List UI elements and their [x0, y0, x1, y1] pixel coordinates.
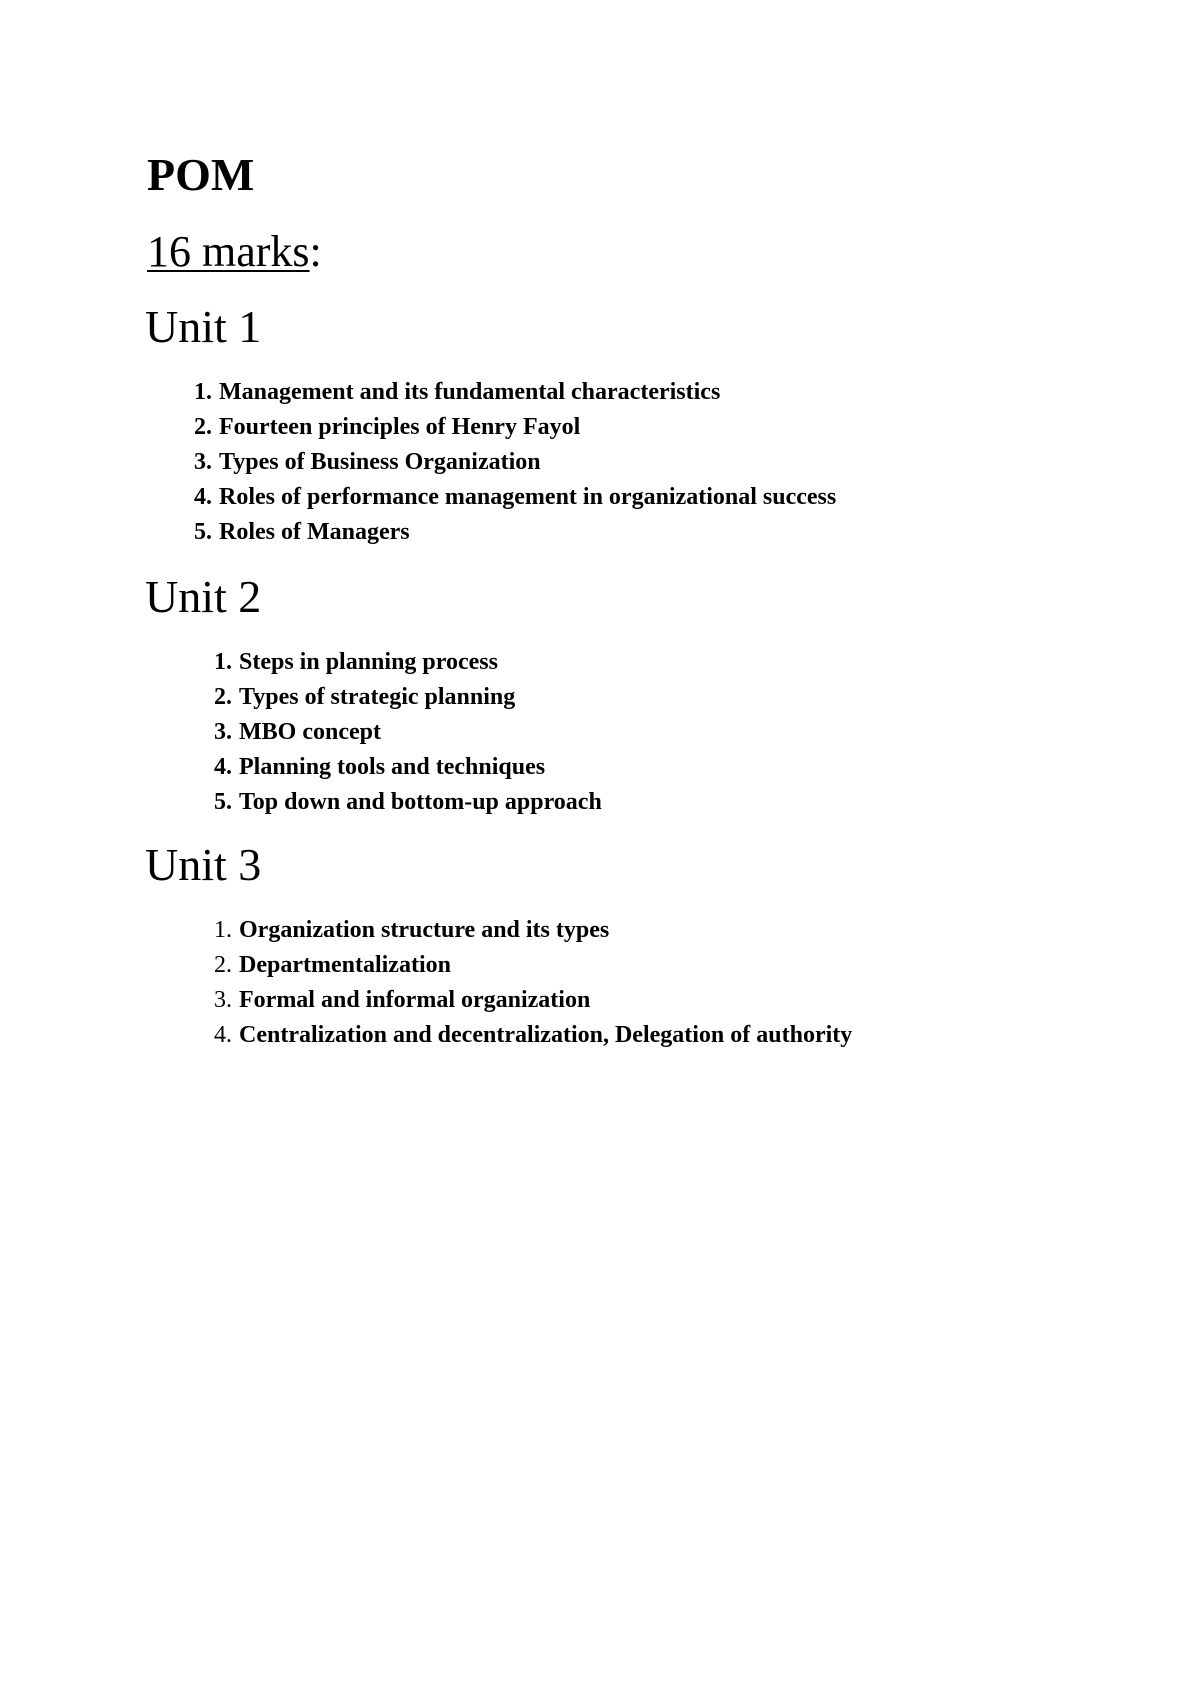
list-item-number: 3. — [214, 987, 232, 1013]
list-item-text: MBO concept — [239, 719, 381, 745]
marks-heading-colon: : — [309, 227, 322, 276]
list-item-number: 2. — [214, 952, 232, 978]
list-item-text: Types of Business Organization — [219, 449, 541, 475]
document-title: POM — [147, 149, 255, 200]
list-item-number: 4. — [194, 484, 212, 510]
marks-heading-label: 16 marks — [147, 227, 310, 276]
list-item-text: Departmentalization — [239, 952, 451, 978]
list-item-number: 3. — [214, 719, 232, 745]
list-item-text: Types of strategic planning — [239, 684, 516, 710]
list-item-text: Top down and bottom-up approach — [239, 789, 602, 815]
list-item-text: Management and its fundamental characteristics — [219, 379, 721, 405]
unit-1-heading: Unit 1 — [145, 301, 262, 352]
list-item-number: 1. — [214, 649, 232, 675]
list-item-text: Steps in planning process — [239, 649, 498, 675]
list-item-number: 4. — [214, 754, 232, 780]
list-item-text: Formal and informal organization — [239, 987, 591, 1013]
list-item-number: 2. — [194, 414, 212, 440]
list-item-number: 5. — [214, 789, 232, 815]
marks-heading — [147, 226, 322, 278]
list-item-text: Fourteen principles of Henry Fayol — [219, 414, 581, 440]
list-item-number: 5. — [194, 519, 212, 545]
list-item-number: 2. — [214, 684, 232, 710]
list-item-text: Organization structure and its types — [239, 917, 610, 943]
list-item-number: 1. — [194, 379, 212, 405]
list-item-number: 1. — [214, 917, 232, 943]
list-item-text: Roles of performance management in organizational success — [219, 484, 837, 510]
list-item-text: Planning tools and techniques — [239, 754, 546, 780]
list-item-text: Centralization and decentralization, Delegation of authority — [239, 1022, 853, 1048]
list-item-text: Roles of Managers — [219, 519, 410, 545]
list-item-number: 4. — [214, 1022, 232, 1048]
unit-2-heading: Unit 2 — [145, 571, 262, 622]
list-item-number: 3. — [194, 449, 212, 475]
unit-3-heading: Unit 3 — [145, 839, 262, 890]
